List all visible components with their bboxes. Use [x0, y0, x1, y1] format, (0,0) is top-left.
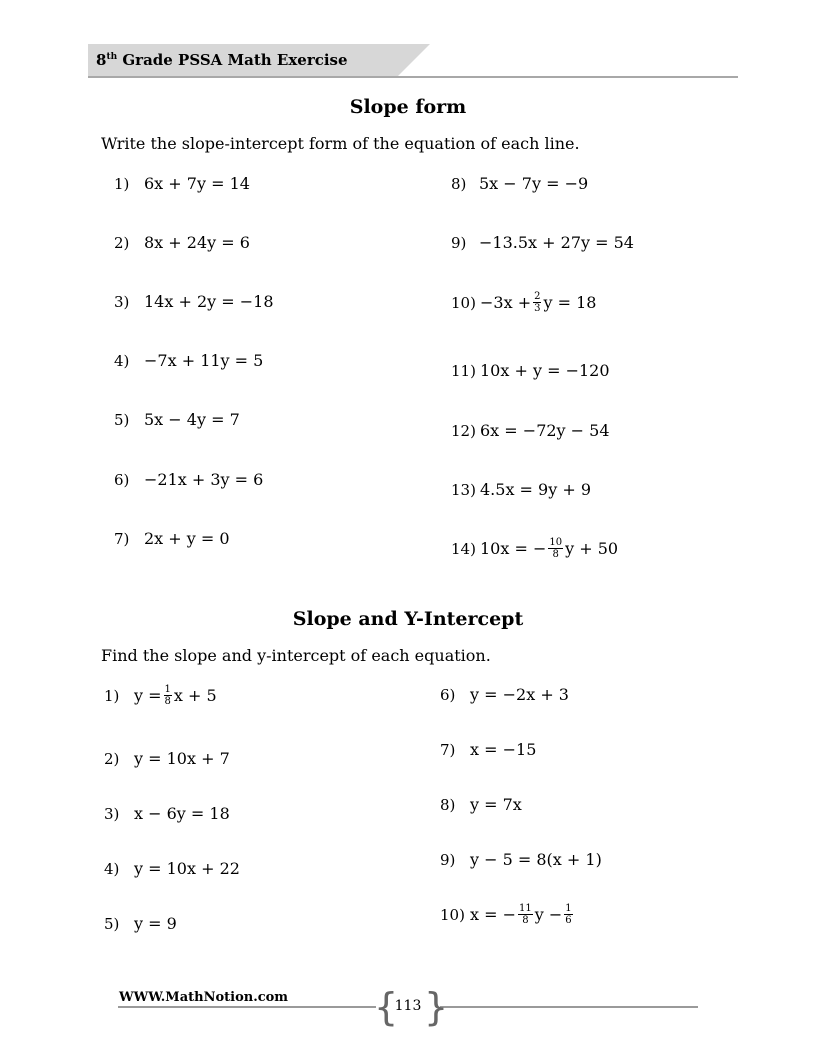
s2-problem-7 [440, 740, 536, 759]
equation: y = 10x + 22 [134, 859, 240, 878]
equation: y = 9 [134, 914, 177, 933]
s1-problem-8 [451, 174, 588, 193]
problem-number: 9) [440, 850, 456, 869]
fraction [164, 684, 172, 707]
equation: 8x + 24y = 6 [144, 233, 250, 252]
page-number: 113 [394, 998, 422, 1014]
section2-instructions: Find the slope and y-intercept of each equation. [101, 646, 491, 665]
s2-problem-10 [440, 903, 575, 926]
equation-post: x + 5 [173, 686, 217, 705]
equation: y − 5 = 8(x + 1) [470, 850, 602, 869]
header-rule [88, 76, 738, 78]
fraction-denominator: 3 [534, 303, 541, 314]
fraction-numerator: 1 [565, 903, 572, 914]
s1-problem-7 [114, 529, 230, 548]
s2-problem-1 [104, 684, 217, 707]
equation: 14x + 2y = −18 [144, 292, 274, 311]
header-title [96, 51, 348, 69]
fraction-denominator: 8 [552, 549, 559, 560]
problem-number: 10) [451, 293, 476, 312]
s2-problem-8 [440, 795, 522, 814]
problem-number: 2) [114, 233, 130, 252]
section2-title: Slope and Y-Intercept [292, 608, 524, 630]
footer-rule-right [440, 1006, 698, 1008]
header-tab-slant [396, 44, 430, 78]
problem-number: 10) [440, 905, 465, 924]
problem-number: 8) [451, 174, 467, 193]
s2-problem-3 [104, 804, 230, 823]
fraction [533, 291, 541, 314]
section1-instructions: Write the slope-intercept form of the equation of each line. [101, 134, 580, 153]
s1-problem-4 [114, 351, 263, 370]
s1-problem-12 [451, 421, 610, 440]
footer-rule-left [118, 1006, 376, 1008]
equation: 6x = −72y − 54 [480, 421, 610, 440]
equation: y = 10x + 7 [134, 749, 230, 768]
equation-pre: x = − [470, 905, 517, 924]
equation-mid: y − [534, 905, 563, 924]
equation: 2x + y = 0 [144, 529, 230, 548]
s2-problem-2 [104, 749, 230, 768]
fraction [518, 903, 533, 926]
equation-post: y = 18 [543, 293, 597, 312]
equation: 5x − 7y = −9 [479, 174, 589, 193]
s2-problem-9 [440, 850, 602, 869]
problem-number: 5) [114, 410, 130, 429]
equation: −7x + 11y = 5 [144, 351, 264, 370]
problem-number: 1) [104, 686, 120, 705]
equation-pre: 10x = − [480, 539, 547, 558]
problem-number: 7) [440, 740, 456, 759]
s2-problem-4 [104, 859, 240, 878]
equation: −21x + 3y = 6 [144, 470, 264, 489]
s1-problem-14 [451, 537, 618, 560]
s2-problem-5 [104, 914, 177, 933]
problem-number: 14) [451, 539, 476, 558]
s1-problem-11 [451, 361, 610, 380]
fraction [548, 537, 563, 560]
problem-number: 3) [114, 292, 130, 311]
fraction-numerator: 1 [164, 684, 171, 695]
problem-number: 7) [114, 529, 130, 548]
fraction-numerator: 2 [534, 291, 541, 302]
problem-number: 11) [451, 361, 476, 380]
section1-title: Slope form [349, 96, 467, 118]
problem-number: 8) [440, 795, 456, 814]
equation: y = −2x + 3 [470, 685, 569, 704]
problem-number: 3) [104, 804, 120, 823]
equation-pre: −3x + [480, 293, 532, 312]
problem-number: 12) [451, 421, 476, 440]
equation: 10x + y = −120 [480, 361, 610, 380]
header-grade-suffix: th [106, 52, 118, 62]
fraction-numerator: 11 [519, 903, 532, 914]
s1-problem-9 [451, 233, 634, 252]
equation: −13.5x + 27y = 54 [479, 233, 634, 252]
problem-number: 5) [104, 914, 120, 933]
header-title-text: Grade PSSA Math Exercise [117, 51, 348, 69]
fraction-denominator: 6 [565, 915, 572, 926]
problem-number: 13) [451, 480, 476, 499]
problem-number: 6) [440, 685, 456, 704]
equation: x − 6y = 18 [134, 804, 230, 823]
page-brace-right-icon: } [424, 985, 449, 1029]
page-brace-left-icon: { [374, 985, 399, 1029]
s1-problem-5 [114, 410, 240, 429]
equation: 6x + 7y = 14 [144, 174, 250, 193]
s1-problem-2 [114, 233, 250, 252]
equation-post: y + 50 [565, 539, 619, 558]
problem-number: 6) [114, 470, 130, 489]
s1-problem-10 [451, 291, 596, 314]
s1-problem-1 [114, 174, 250, 193]
s1-problem-3 [114, 292, 274, 311]
equation: 4.5x = 9y + 9 [480, 480, 592, 499]
equation: 5x − 4y = 7 [144, 410, 240, 429]
fraction-numerator: 10 [549, 537, 563, 548]
equation-pre: y = [134, 686, 162, 705]
problem-number: 1) [114, 174, 130, 193]
problem-number: 9) [451, 233, 467, 252]
header-grade: 8 [96, 51, 107, 69]
problem-number: 4) [114, 351, 130, 370]
problem-number: 2) [104, 749, 120, 768]
equation: y = 7x [470, 795, 522, 814]
footer-website: WWW.MathNotion.com [119, 990, 289, 1005]
problem-number: 4) [104, 859, 120, 878]
s1-problem-13 [451, 480, 591, 499]
s1-problem-6 [114, 470, 263, 489]
s2-problem-6 [440, 685, 569, 704]
fraction-denominator: 8 [164, 696, 171, 707]
fraction [564, 903, 572, 926]
equation: x = −15 [470, 740, 537, 759]
fraction-denominator: 8 [522, 915, 529, 926]
